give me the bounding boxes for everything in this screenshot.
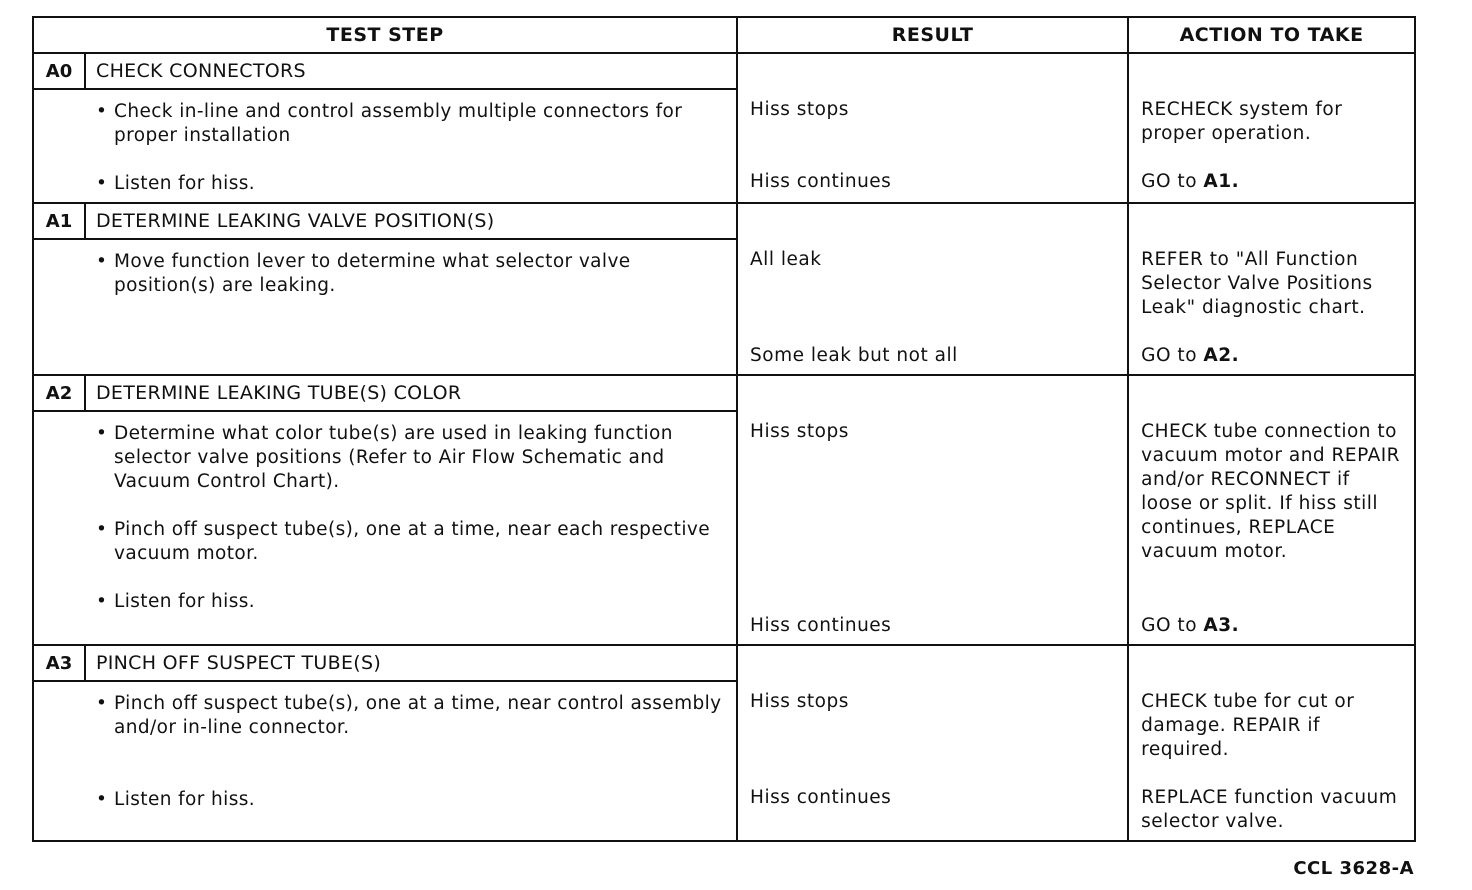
step-bullet: • Listen for hiss.: [92, 590, 726, 614]
result-text: All leak: [750, 249, 822, 270]
result-text: Some leak but not all: [750, 345, 958, 366]
step-bullet: • Pinch off suspect tube(s), one at a time, near control assembly and/or in-line connector.: [92, 692, 726, 788]
action-text: GO to: [1141, 345, 1198, 366]
action-text: CHECK tube for cut or damage. REPAIR if required.: [1141, 691, 1355, 760]
action-text: GO to: [1141, 171, 1198, 192]
step-row-a1: [33, 203, 1415, 375]
step-bullet: • Pinch off suspect tube(s), one at a time, near each respective vacuum motor.: [92, 518, 726, 590]
step-title: PINCH OFF SUSPECT TUBE(S): [96, 652, 382, 674]
result-text: Hiss continues: [750, 171, 892, 192]
action-cell: [1128, 53, 1415, 203]
result-cell: [737, 645, 1128, 841]
step-id: A1: [34, 204, 86, 238]
chart-code: CCL 3628-A: [1293, 858, 1414, 879]
goto-ref: A2.: [1203, 345, 1240, 366]
header-result: RESULT: [737, 17, 1128, 53]
action-cell: [1128, 203, 1415, 375]
step-row-a3: [33, 645, 1415, 841]
step-id: A2: [34, 376, 86, 410]
action-cell: [1128, 375, 1415, 645]
result-text: Hiss stops: [750, 99, 849, 120]
step-bullet: • Listen for hiss.: [92, 172, 726, 196]
step-bullet: • Determine what color tube(s) are used in leaking function selector valve positions (Refer to Air Flow Schematic and Vacuum Control Chart).: [92, 422, 726, 518]
step-title: CHECK CONNECTORS: [96, 60, 306, 82]
step-bullet: • Move function lever to determine what selector valve position(s) are leaking.: [92, 250, 726, 298]
step-cell: [33, 53, 737, 203]
action-goto: [1141, 170, 1402, 194]
result-cell: [737, 53, 1128, 203]
step-bullet: • Check in-line and control assembly multiple connectors for proper installation: [92, 100, 726, 172]
result-cell: [737, 375, 1128, 645]
step-cell: [33, 203, 737, 375]
result-cell: [737, 203, 1128, 375]
goto-ref: A1.: [1203, 171, 1240, 192]
action-text: CHECK tube connection to vacuum motor and REPAIR and/or RECONNECT if loose or split. If hiss still continues, REPLACE vacuum motor.: [1141, 421, 1401, 562]
action-cell: [1128, 645, 1415, 841]
action-text: REFER to "All Function Selector Valve Positions Leak" diagnostic chart.: [1141, 249, 1373, 318]
diagnostic-table: [32, 16, 1416, 842]
action-text: RECHECK system for proper operation.: [1141, 99, 1343, 144]
step-id: A3: [34, 646, 86, 680]
result-text: Hiss stops: [750, 691, 849, 712]
step-cell: [33, 375, 737, 645]
goto-ref: A3.: [1203, 615, 1240, 636]
step-id: A0: [34, 54, 86, 88]
header-row: [33, 17, 1415, 53]
step-title: DETERMINE LEAKING VALVE POSITION(S): [96, 210, 495, 232]
result-text: Hiss stops: [750, 421, 849, 442]
action-goto: [1141, 344, 1402, 368]
header-action: ACTION TO TAKE: [1128, 17, 1415, 53]
step-row-a0: [33, 53, 1415, 203]
result-text: Hiss continues: [750, 787, 892, 808]
step-cell: [33, 645, 737, 841]
diagnostic-sheet: [32, 16, 1416, 842]
step-row-a2: [33, 375, 1415, 645]
result-text: Hiss continues: [750, 615, 892, 636]
step-bullet: • Listen for hiss.: [92, 788, 726, 812]
action-goto: [1141, 614, 1402, 638]
action-text: REPLACE function vacuum selector valve.: [1141, 787, 1398, 832]
step-title: DETERMINE LEAKING TUBE(S) COLOR: [96, 382, 462, 404]
header-test-step: TEST STEP: [33, 17, 737, 53]
action-text: GO to: [1141, 615, 1198, 636]
